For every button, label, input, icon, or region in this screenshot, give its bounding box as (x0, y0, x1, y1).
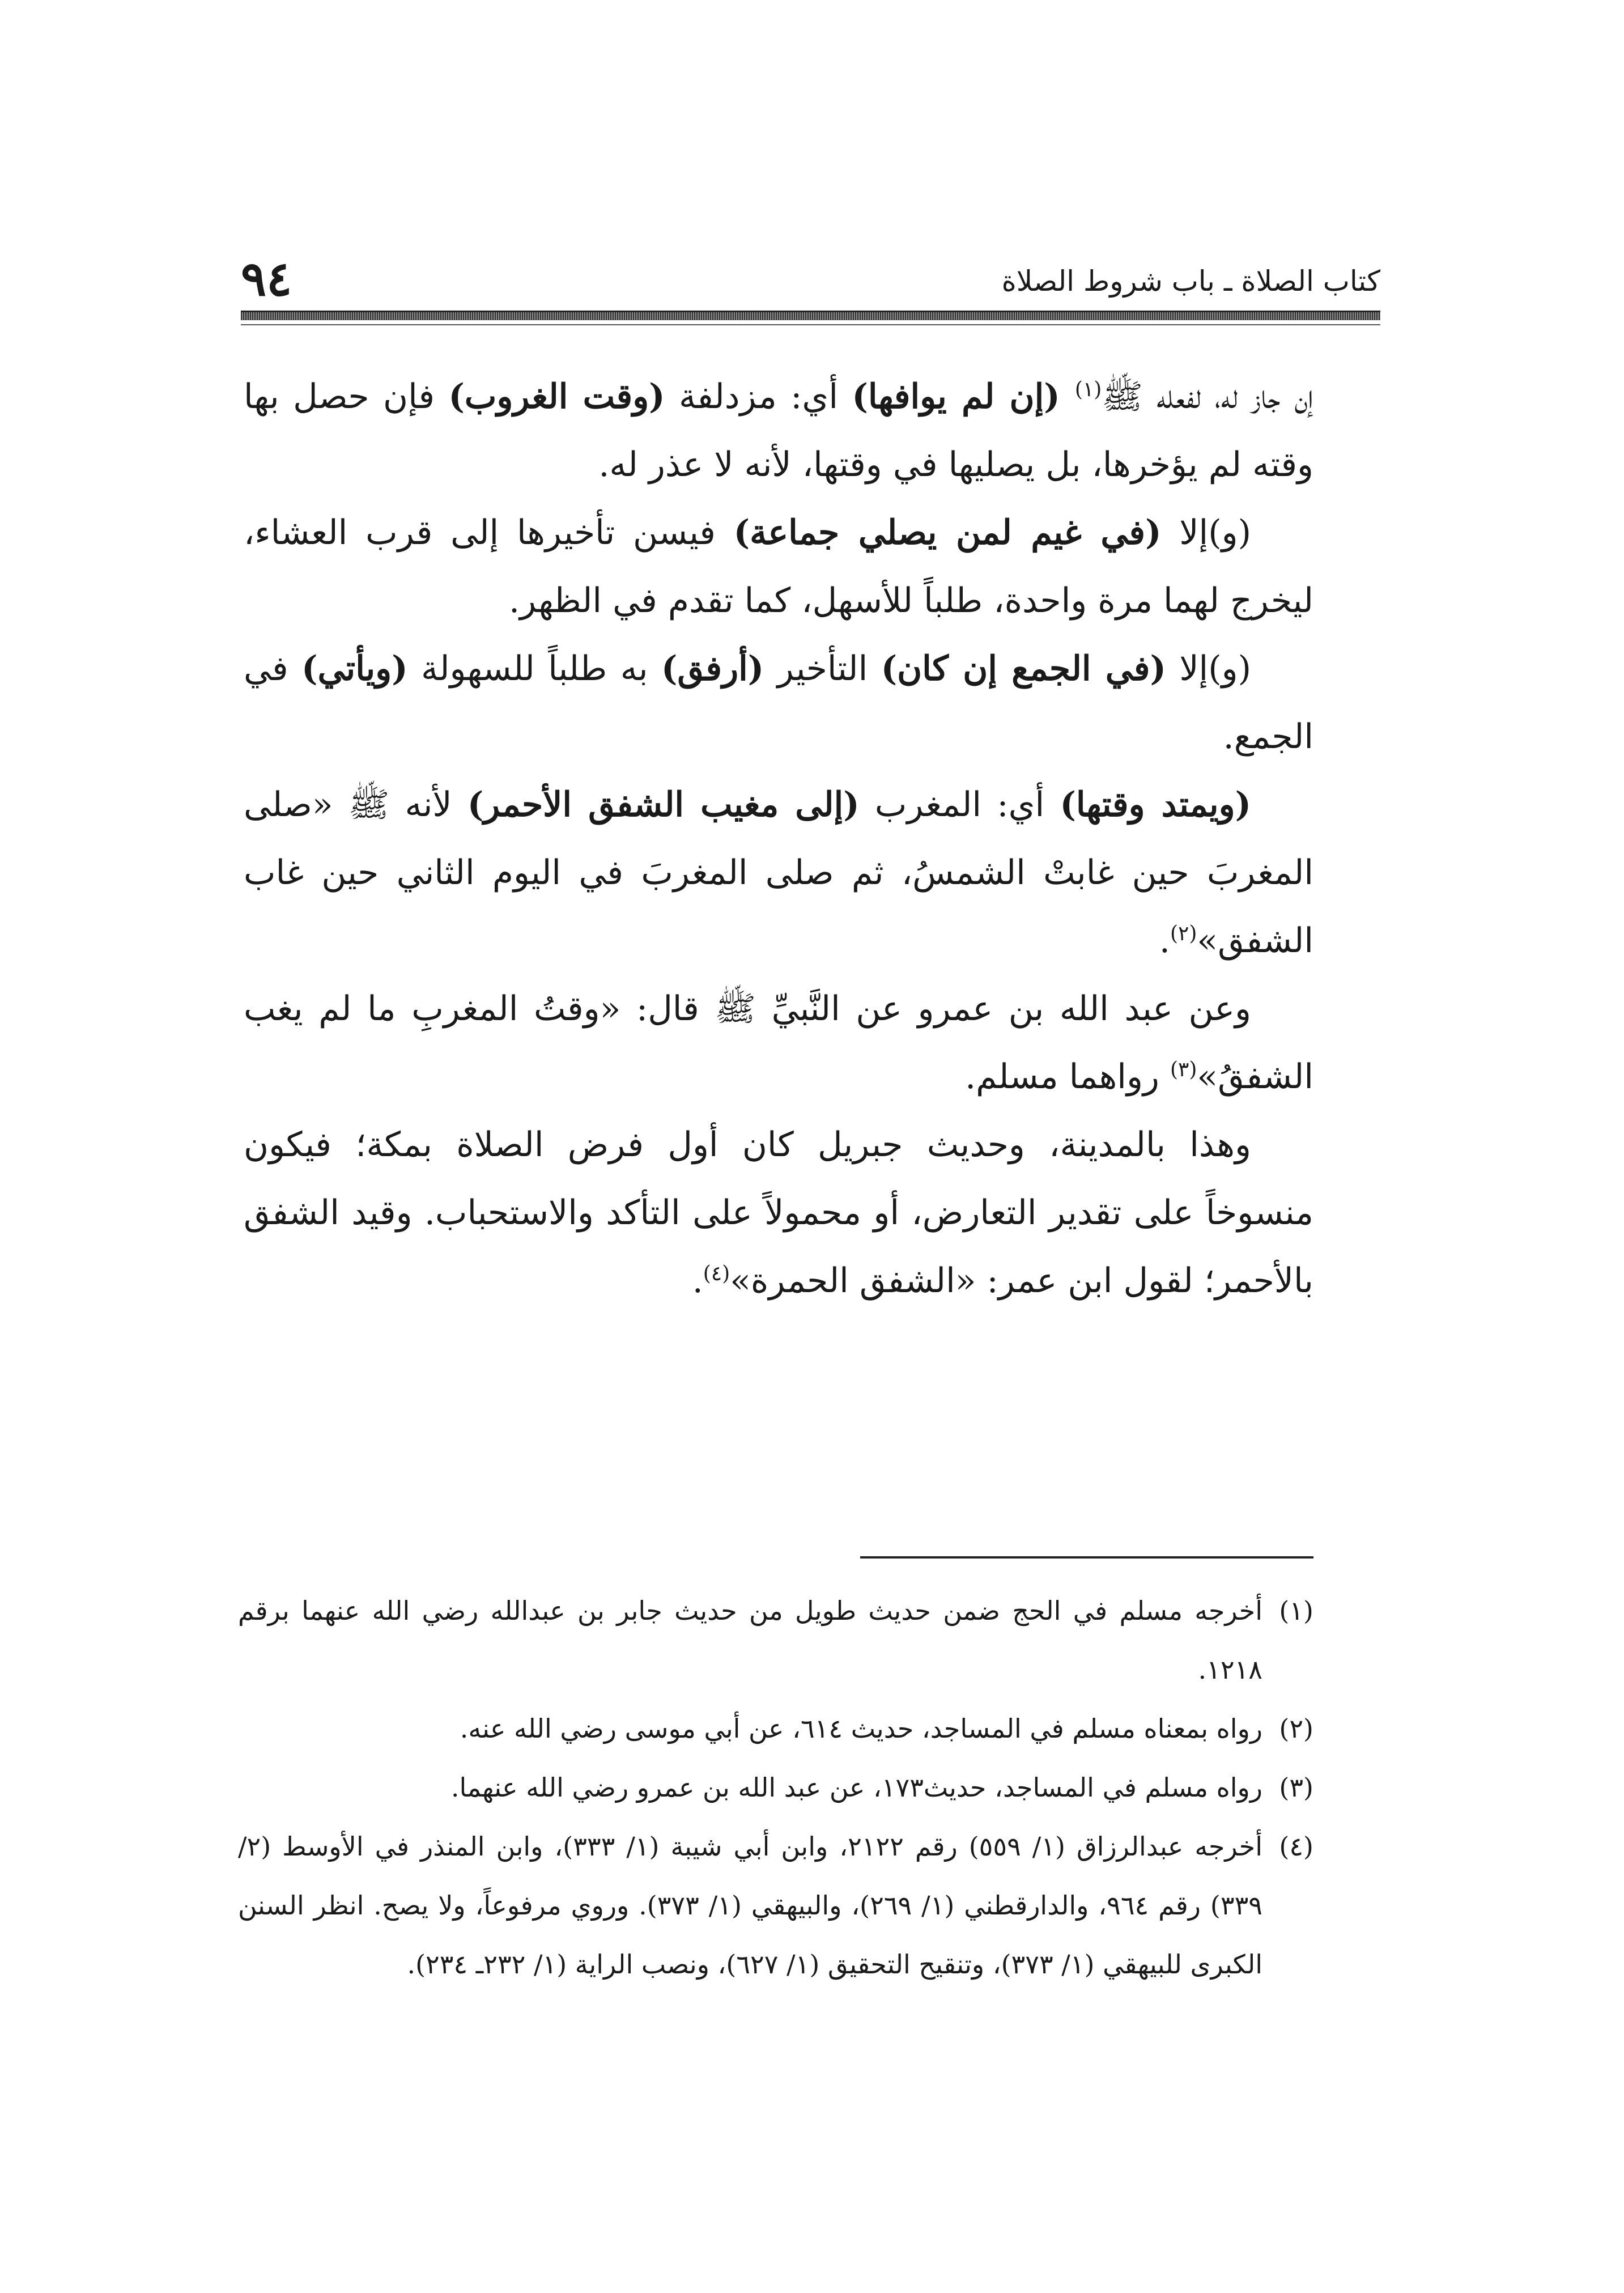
bold-phrase: (في غيم لمن يصلي جماعة) (733, 513, 1162, 553)
footnote-ref-1[interactable]: (١) (1074, 378, 1102, 401)
footnote-text: أخرجه عبدالرزاق (١/ ٥٥٩) رقم ٢١٢٢، وابن أبي شيبة (١/ ٣٣٣)، وابن المنذر في الأوسط (٢/ ٣٣٩) رقم ٩٦٤، والدارقطني (١/ ٢٦٩)، والبيهقي (١/ ٣٧٣). وروي مرفوعاً، ولا يصح. انظر السنن الكبرى للبيهقي (١/ ٣٧٣)، وتنقيح التحقيق (١/ ٦٢٧)، ونصب الراية (١/ ٢٣٢ـ ٢٣٤). (238, 1831, 1263, 1980)
text-run: وعن عبد الله بن عمرو عن النَّبيِّ ﷺ قال: «وقتُ المغربِ ما لم يغب الشفقُ» (244, 989, 1313, 1097)
text-run: . (1159, 921, 1170, 961)
paragraph-3 (244, 635, 1313, 771)
bold-phrase: (إلى مغيب الشفق الأحمر) (467, 785, 860, 825)
footnote-text: رواه بمعناه مسلم في المساجد، حديث ٦١٤، عن أبي موسى رضي الله عنه. (460, 1713, 1262, 1744)
text-run: (و)إلا (1161, 513, 1251, 553)
footnote-separator (860, 1556, 1313, 1559)
footnote-ref-4[interactable]: (٤) (703, 1262, 730, 1285)
bold-phrase: (ويأتي) (301, 649, 408, 689)
text-run: التأخير (764, 649, 881, 689)
chapter-title: كتاب الصلاة ـ باب شروط الصلاة (1001, 265, 1380, 298)
text-run: فإن حصل بها وقته لم يؤخرها، بل يصليها في وقتها، لأنه لا عذر له. (244, 377, 1313, 485)
footnote-text: رواه مسلم في المساجد، حديث١٧٣، عن عبد الله بن عمرو رضي الله عنهما. (450, 1772, 1262, 1803)
bold-phrase: (إن لم يوافها) (852, 377, 1075, 417)
footnote-number: (٢) (1279, 1713, 1313, 1744)
text-run: به طلباً للسهولة (407, 649, 661, 689)
text-run: (و)إلا (1166, 649, 1251, 689)
text-run: فيسن تأخيرها إلى قرب العشاء، ليخرج لهما مرة واحدة، طلباً للأسهل، كما تقدم في الظهر. (244, 513, 1313, 621)
header-rule (241, 311, 1380, 320)
bold-phrase: (ويمتد وقتها) (1060, 785, 1251, 825)
text-run: في الجمع. (244, 649, 1313, 757)
footnote-3 (238, 1758, 1313, 1817)
text-run: لأنه ﷺ «صلى المغربَ حين غابتْ الشمسُ، ثم صلى المغربَ في اليوم الثاني حين غاب الشفق» (244, 785, 1313, 961)
footnote-number: (٤) (1279, 1831, 1313, 1862)
footnote-ref-2[interactable]: (٢) (1170, 922, 1197, 945)
text-run: أي: مزدلفة (665, 377, 852, 417)
running-header (241, 244, 1380, 306)
text-run: أي: المغرب (859, 785, 1060, 825)
bold-phrase: (في الجمع إن كان) (881, 649, 1166, 689)
footnote-2 (238, 1699, 1313, 1758)
footnote-number: (٣) (1279, 1772, 1313, 1803)
page-number: ٩٤ (241, 250, 292, 307)
footnote-number: (١) (1279, 1595, 1313, 1626)
paragraph-2 (244, 499, 1313, 635)
footnote-1 (238, 1581, 1313, 1699)
footnote-4 (238, 1817, 1313, 1994)
footnotes (238, 1581, 1313, 1994)
text-run: . (692, 1261, 703, 1301)
paragraph-6 (244, 1111, 1313, 1315)
bold-phrase: (أرفق) (661, 649, 764, 689)
header-rule-thin (241, 324, 1380, 325)
text-run: وهذا بالمدينة، وحديث جبريل كان أول فرض الصلاة بمكة؛ فيكون منسوخاً على تقدير التعارض، أو محمولاً على التأكد والاستحباب. وقيد الشفق بالأحمر؛ لقول ابن عمر: «الشفق الحمرة» (244, 1125, 1313, 1301)
paragraph-5 (244, 975, 1313, 1111)
main-text (244, 363, 1313, 1315)
footnote-ref-3[interactable]: (٣) (1170, 1058, 1197, 1081)
paragraph-1 (244, 363, 1313, 499)
footnote-text: أخرجه مسلم في الحج ضمن حديث طويل من حديث جابر بن عبدالله رضي الله عنهما برقم ١٢١٨. (238, 1595, 1262, 1685)
text-run: رواهما مسلم. (965, 1057, 1170, 1097)
bold-phrase: (وقت الغروب) (448, 377, 665, 417)
paragraph-4 (244, 771, 1313, 975)
text-run: إن جاز له، لفعله ﷺ (1102, 377, 1313, 417)
